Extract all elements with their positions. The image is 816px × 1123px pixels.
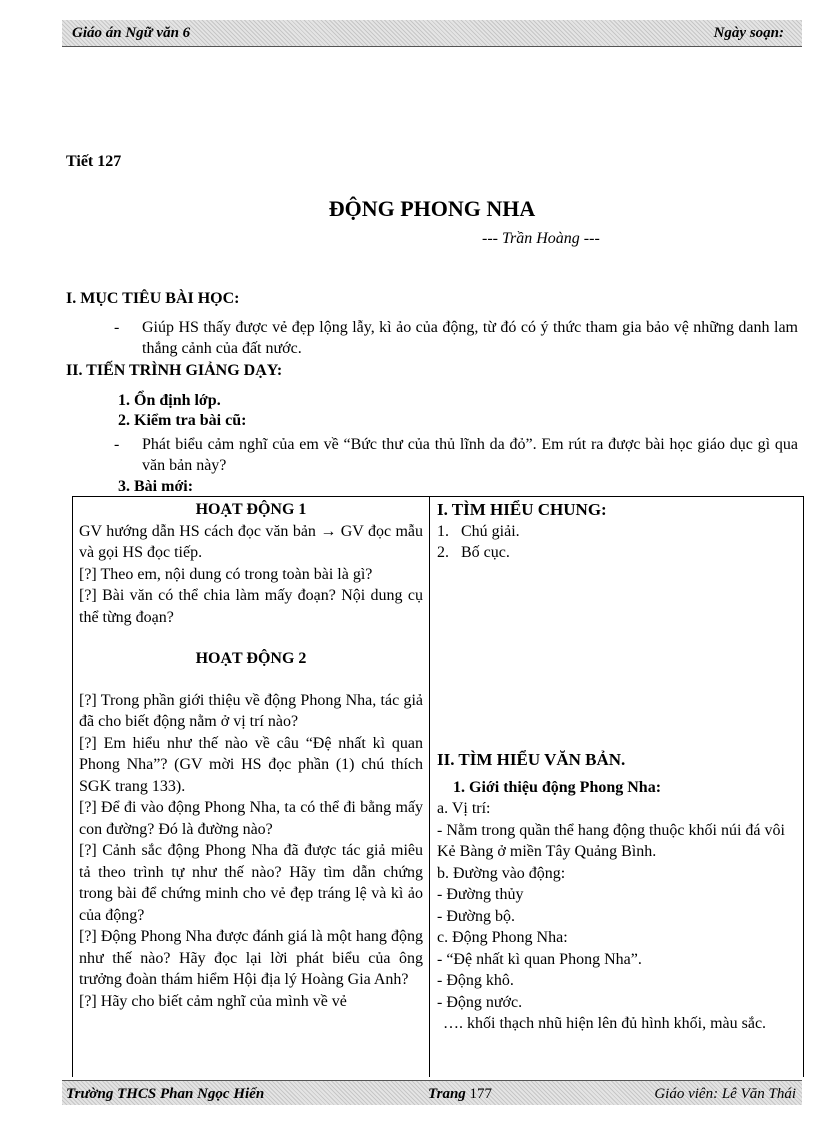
analysis-subheading: 1. Giới thiệu động Phong Nha:: [453, 778, 662, 796]
process-item-1: 1. Ổn định lớp.: [118, 392, 221, 409]
text-analysis-section: [437, 749, 795, 1035]
content-line: …. khối thạch nhũ hiện lên đủ hình khối, màu sắc.: [443, 1015, 767, 1032]
content-line: a. Vị trí:: [437, 800, 491, 817]
section-objectives-heading: I. MỤC TIÊU BÀI HỌC:: [66, 290, 240, 307]
activity-question: [?] Hãy cho biết cảm nghĩ của mình về vẻ: [79, 992, 347, 1010]
lesson-table: [72, 496, 804, 1077]
footer-teacher: Giáo viên: Lê Văn Thái: [654, 1086, 796, 1102]
activities-column: [79, 499, 423, 1012]
process-item-2: 2. Kiểm tra bài cũ:: [118, 412, 247, 429]
content-line: - Nằm trong quần thể hang động thuộc khối núi đá vôi Kẻ Bàng ở miền Tây Quảng Bình.: [437, 821, 785, 860]
activity-2-heading: HOẠT ĐỘNG 2: [195, 650, 307, 667]
activity-question: [?] Theo em, nội dung có trong toàn bài là gì?: [79, 565, 373, 583]
activity-question: [?] Trong phần giới thiệu về động Phong Nha, tác giả đã cho biết động nằm ở vị trí nào?: [79, 691, 423, 730]
page-title: ĐỘNG PHONG NHA: [328, 196, 536, 221]
footer-page: Trang 177: [428, 1086, 493, 1102]
objective-text: Giúp HS thấy được vẻ đẹp lộng lẫy, kì ảo của động, từ đó có ý thức tham gia bảo vệ những danh lam thắng cảnh của đất nước.: [142, 319, 798, 357]
activity-question: [?] Cảnh sắc động Phong Nha đã được tác giả miêu tả theo trình tự như thế nào? Hãy tìm dẫn chứng trong bài để chứng minh cho vẻ đẹp tráng lệ và kì ảo của động?: [79, 842, 423, 924]
activity-1-heading: HOẠT ĐỘNG 1: [195, 501, 307, 518]
page-header: [62, 20, 802, 47]
section-process-heading: II. TIẾN TRÌNH GIẢNG DẠY:: [66, 362, 283, 379]
activity-question: [?] Để đi vào động Phong Nha, ta có thể đi bằng mấy con đường? Đó là đường nào?: [79, 799, 423, 838]
activity-text: GV hướng dẫn HS cách đọc văn bản → GV đọc mẫu và gọi HS đọc tiếp.: [79, 522, 423, 561]
content-line: - Động nước.: [437, 993, 523, 1011]
content-line: - Đường bộ.: [437, 907, 516, 925]
content-line: c. Động Phong Nha:: [437, 929, 568, 946]
content-line: - Động khô.: [437, 972, 514, 989]
lesson-period: Tiết 127: [66, 153, 122, 170]
activity-question: [?] Bài văn có thể chia làm mấy đoạn? Nội dung cụ thể từng đoạn?: [79, 587, 423, 626]
content-line: - Đường thủy: [437, 886, 524, 903]
page-footer: [62, 1080, 802, 1105]
header-subject: Giáo án Ngữ văn 6: [72, 25, 191, 41]
general-heading: I. TÌM HIỂU CHUNG:: [437, 500, 607, 519]
content-item: 1. Chú giải.: [437, 522, 520, 540]
objective-bullet: - Giúp HS thấy được vẻ đẹp lộng lẫy, kì ảo của động, từ đó có ý thức tham gia bảo vệ những danh lam thắng cảnh của đất nước.: [114, 319, 798, 357]
activity-question: [?] Động Phong Nha được đánh giá là một hang động như thế nào? Hãy đọc lại lời phát biểu của ông trưởng đoàn thám hiểm Hội địa lý Hoàng Gia Anh?: [79, 928, 423, 988]
analysis-heading: II. TÌM HIỂU VĂN BẢN.: [437, 750, 626, 769]
review-question-text: Phát biểu cảm nghĩ của em về “Bức thư của thủ lĩnh da đỏ”. Em rút ra được bài học giáo dục gì qua văn bản này?: [142, 436, 798, 474]
review-question-bullet: - Phát biểu cảm nghĩ của em về “Bức thư của thủ lĩnh da đỏ”. Em rút ra được bài học giáo dục gì qua văn bản này?: [114, 436, 798, 474]
content-column: [437, 499, 795, 1032]
content-line: - “Đệ nhất kì quan Phong Nha”.: [437, 950, 642, 968]
table-divider: [429, 497, 430, 1077]
activity-question: [?] Em hiểu như thế nào về câu “Đệ nhất kì quan Phong Nha”? (GV mời HS đọc phần (1) chú thích SGK trang 133).: [79, 734, 423, 795]
content-line: b. Đường vào động:: [437, 864, 566, 882]
lesson-author: --- Trần Hoàng ---: [482, 230, 600, 247]
footer-school: Trường THCS Phan Ngọc Hiển: [66, 1086, 265, 1102]
header-date-label: Ngày soạn:: [713, 25, 784, 41]
process-item-3: 3. Bài mới:: [118, 478, 194, 495]
content-item: 2. Bố cục.: [437, 544, 510, 561]
